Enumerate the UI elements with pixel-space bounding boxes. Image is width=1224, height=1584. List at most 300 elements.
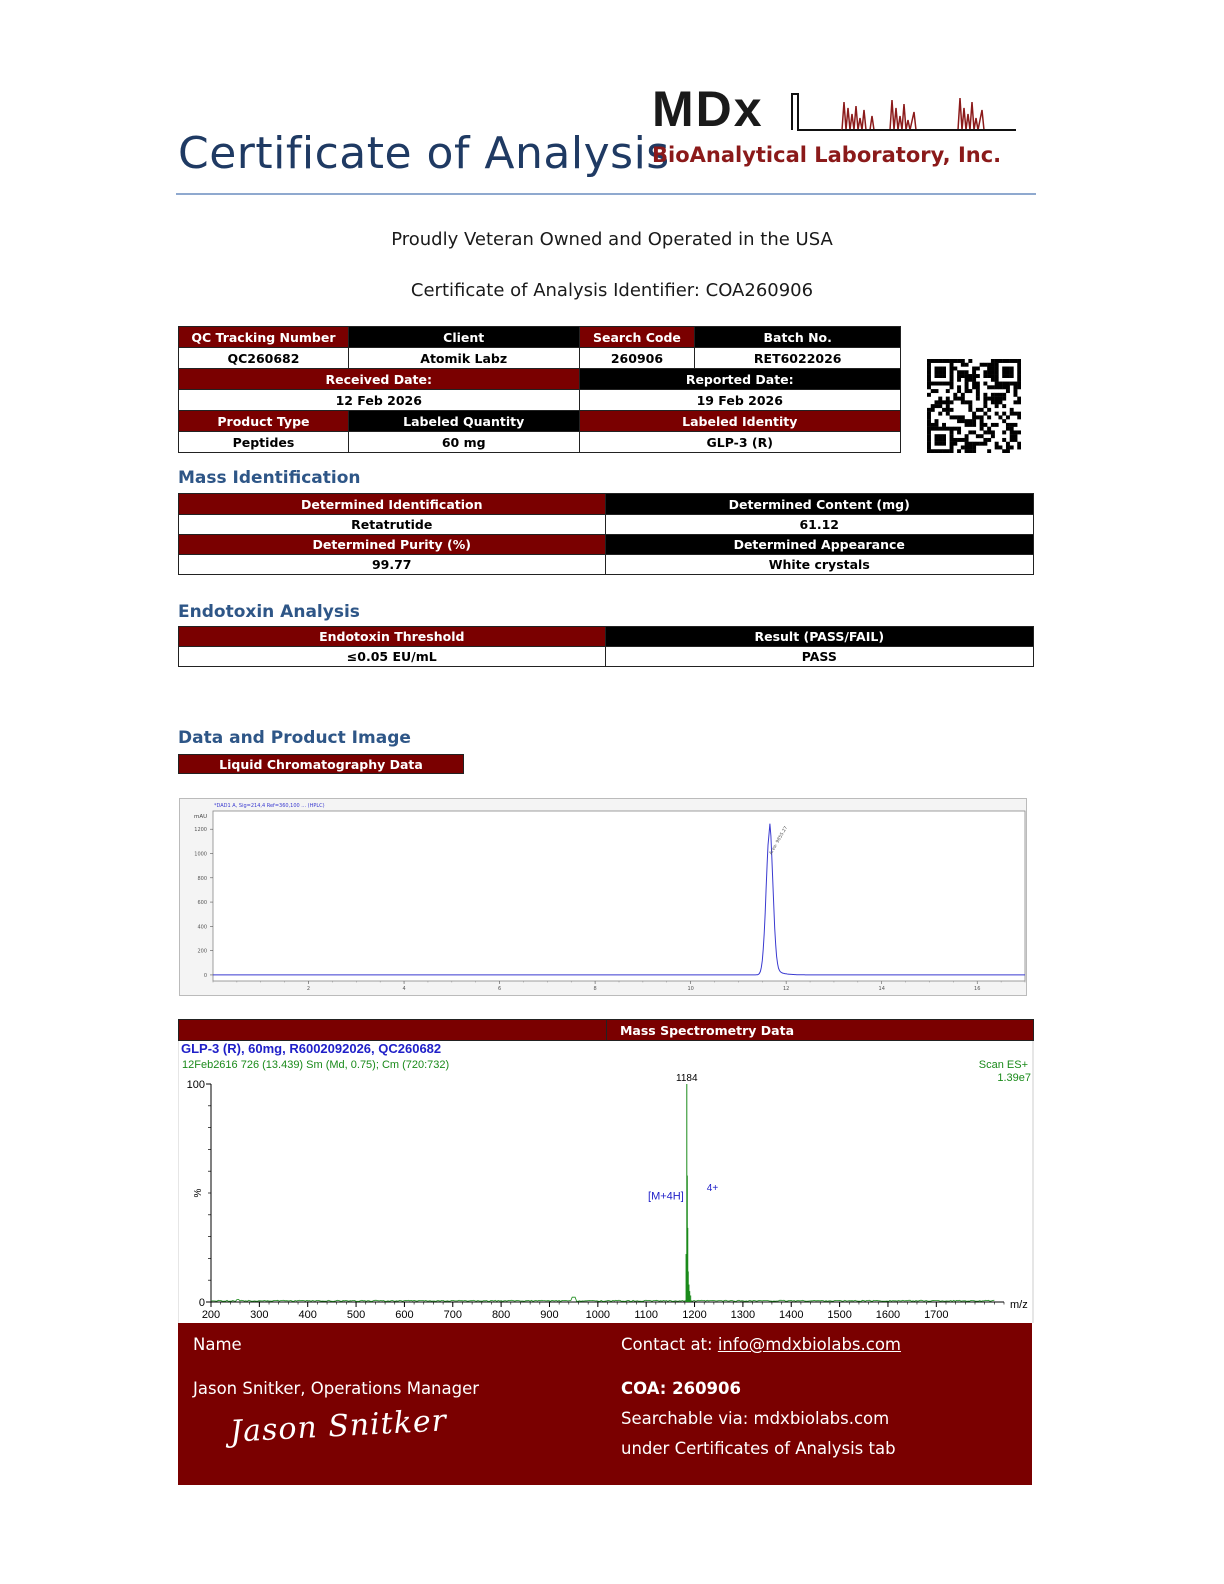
qr-module xyxy=(961,370,965,374)
qr-module xyxy=(931,449,935,453)
qr-module xyxy=(983,442,987,446)
qr-module xyxy=(950,430,954,434)
lc-data-label: Liquid Chromatography Data xyxy=(178,754,464,774)
qr-module xyxy=(927,370,931,374)
endotoxin-table xyxy=(178,626,1034,667)
qr-module xyxy=(983,374,987,378)
client-label: Client xyxy=(348,327,579,348)
qr-module xyxy=(976,415,980,419)
qr-module xyxy=(938,449,942,453)
qr-module xyxy=(1006,442,1010,446)
qr-module xyxy=(927,393,931,397)
qr-module xyxy=(931,404,935,408)
qr-module xyxy=(950,367,954,371)
qr-module xyxy=(961,445,965,449)
qr-module xyxy=(1010,427,1014,431)
ms-x-tick-label: 1300 xyxy=(730,1309,756,1321)
qr-module xyxy=(935,442,939,446)
qr-module xyxy=(1013,359,1017,363)
ms-scan-value: 1.39e7 xyxy=(997,1072,1031,1084)
qr-module xyxy=(1002,438,1006,442)
search-code-label: Search Code xyxy=(579,327,695,348)
qr-module xyxy=(972,449,976,453)
qr-module xyxy=(987,408,991,412)
qr-module xyxy=(1006,415,1010,419)
qr-module xyxy=(991,370,995,374)
qr-module xyxy=(965,389,969,393)
lc-x-tick-label: 2 xyxy=(306,986,311,992)
lc-x-tick-label: 14 xyxy=(878,986,885,992)
endotoxin-title: Endotoxin Analysis xyxy=(178,602,360,622)
coa-identifier: Certificate of Analysis Identifier: COA260906 xyxy=(410,280,814,301)
qr-module xyxy=(987,438,991,442)
lc-y-tick-label: 200 xyxy=(197,948,207,955)
qr-module xyxy=(1006,389,1010,393)
qr-module xyxy=(983,397,987,401)
endotoxin-threshold-value: ≤0.05 EU/mL xyxy=(179,647,606,667)
qr-module xyxy=(927,442,931,446)
qr-module xyxy=(927,382,931,386)
qr-module xyxy=(976,374,980,378)
qr-module xyxy=(972,412,976,416)
ms-x-tick-label: 1000 xyxy=(585,1309,611,1321)
qr-module xyxy=(965,434,969,438)
qr-module xyxy=(1013,438,1017,442)
lc-x-tick-label: 10 xyxy=(687,986,694,992)
footer-panel xyxy=(178,1323,1032,1485)
qr-module xyxy=(946,359,950,363)
qr-module xyxy=(995,412,999,416)
footer-searchable: Searchable via: mdxbiolabs.com xyxy=(621,1409,890,1428)
qr-module xyxy=(1013,430,1017,434)
qr-module xyxy=(957,385,961,389)
qr-module xyxy=(938,427,942,431)
qr-module xyxy=(946,397,950,401)
reported-date-value: 19 Feb 2026 xyxy=(579,390,901,411)
qr-module xyxy=(991,397,995,401)
qr-module xyxy=(927,434,931,438)
qr-module xyxy=(987,370,991,374)
qr-module xyxy=(995,385,999,389)
qr-module xyxy=(927,430,931,434)
qr-module xyxy=(957,449,961,453)
qr-module xyxy=(946,412,950,416)
qr-module xyxy=(995,367,999,371)
ms-x-tick-label: 300 xyxy=(250,1309,269,1321)
qr-module xyxy=(987,427,991,431)
qr-module xyxy=(1002,367,1006,371)
qr-module xyxy=(1013,434,1017,438)
qr-module xyxy=(983,363,987,367)
lc-header-text: *DAD1 A, Sig=214,4 Ref=360,100 ... (HPLC) xyxy=(214,803,325,809)
qr-module xyxy=(1010,423,1014,427)
qr-module xyxy=(961,359,965,363)
qr-module xyxy=(927,363,931,367)
labeled-identity-label: Labeled Identity xyxy=(579,411,901,432)
qr-module xyxy=(935,449,939,453)
ms-x-tick-label: 1400 xyxy=(779,1309,804,1321)
determined-appearance-label: Determined Appearance xyxy=(605,535,1034,555)
lc-y-tick-label: 400 xyxy=(197,924,207,931)
lc-x-tick-label: 16 xyxy=(974,986,981,992)
qr-module xyxy=(976,397,980,401)
ms-x-tick-label: 1600 xyxy=(875,1309,901,1321)
qr-module xyxy=(1013,389,1017,393)
qr-module xyxy=(965,423,969,427)
qr-module xyxy=(950,378,954,382)
qr-module xyxy=(968,408,972,412)
qr-module xyxy=(1017,370,1021,374)
qr-module xyxy=(957,370,961,374)
qr-module xyxy=(972,370,976,374)
qr-module xyxy=(942,438,946,442)
qr-module xyxy=(998,415,1002,419)
qr-module xyxy=(938,404,942,408)
qr-module xyxy=(965,438,969,442)
lc-y-unit: mAU xyxy=(194,814,208,820)
ms-x-tick-label: 900 xyxy=(540,1309,559,1321)
qr-module xyxy=(972,423,976,427)
qr-module xyxy=(995,370,999,374)
qr-module xyxy=(961,438,965,442)
ms-x-tick-label: 200 xyxy=(201,1309,221,1321)
lc-x-tick-label: 12 xyxy=(782,986,790,992)
qr-module xyxy=(950,449,954,453)
received-date-value: 12 Feb 2026 xyxy=(179,390,580,411)
qr-module xyxy=(942,374,946,378)
qr-module xyxy=(968,442,972,446)
qr-module xyxy=(957,419,961,423)
qr-module xyxy=(1002,404,1006,408)
determined-identification-label: Determined Identification xyxy=(179,494,606,515)
qr-module xyxy=(995,442,999,446)
qr-module xyxy=(950,445,954,449)
determined-identification-value: Retatrutide xyxy=(179,515,606,535)
qr-module xyxy=(938,374,942,378)
endotoxin-result-label: Result (PASS/FAIL) xyxy=(605,627,1033,647)
qr-module xyxy=(1002,374,1006,378)
ms-x-tick-label: 800 xyxy=(491,1309,511,1321)
qr-module xyxy=(998,359,1002,363)
batch-value: RET6022026 xyxy=(695,348,901,369)
qr-module xyxy=(953,442,957,446)
qr-module xyxy=(968,389,972,393)
qr-module xyxy=(942,449,946,453)
qr-module xyxy=(972,378,976,382)
qr-module xyxy=(991,385,995,389)
qr-module xyxy=(927,359,931,363)
qr-module xyxy=(991,434,995,438)
qr-module xyxy=(953,367,957,371)
lc-y-tick-label: 1200 xyxy=(194,827,207,834)
ms-x-tick-label: 500 xyxy=(346,1309,366,1321)
qr-module xyxy=(935,374,939,378)
ms-peak-annotation: [M+4H] xyxy=(648,1190,684,1203)
qr-module xyxy=(987,363,991,367)
qr-module xyxy=(995,393,999,397)
qr-module xyxy=(976,408,980,412)
qr-module xyxy=(980,423,984,427)
qr-module xyxy=(927,423,931,427)
qr-module xyxy=(950,385,954,389)
qr-module xyxy=(968,423,972,427)
qr-module xyxy=(998,385,1002,389)
qr-module xyxy=(1017,430,1021,434)
qr-module xyxy=(1006,359,1010,363)
qr-module xyxy=(980,442,984,446)
qr-module xyxy=(1010,370,1014,374)
qr-module xyxy=(976,434,980,438)
qr-module xyxy=(935,367,939,371)
search-code-value: 260906 xyxy=(579,348,695,369)
qr-module xyxy=(927,385,931,389)
qr-module xyxy=(980,415,984,419)
qr-module xyxy=(942,434,946,438)
qr-module xyxy=(931,359,935,363)
qr-module xyxy=(935,389,939,393)
qr-module xyxy=(1010,359,1014,363)
qr-module xyxy=(957,374,961,378)
qr-module xyxy=(938,370,942,374)
qr-module xyxy=(998,382,1002,386)
qr-module xyxy=(942,382,946,386)
qr-module xyxy=(987,415,991,419)
qr-module xyxy=(938,397,942,401)
endotoxin-threshold-label: Endotoxin Threshold xyxy=(179,627,606,647)
ms-x-tick-label: 700 xyxy=(443,1309,462,1321)
qr-module xyxy=(995,423,999,427)
footer-name-label: Name xyxy=(193,1335,242,1354)
qr-module xyxy=(935,434,939,438)
qr-module xyxy=(998,393,1002,397)
qr-module xyxy=(953,359,957,363)
qr-module xyxy=(961,397,965,401)
qr-module xyxy=(995,359,999,363)
ms-x-tick-label: 1100 xyxy=(634,1309,659,1321)
client-value: Atomik Labz xyxy=(348,348,579,369)
lc-x-tick-label: 8 xyxy=(593,986,597,992)
qr-module xyxy=(950,438,954,442)
qr-module xyxy=(976,442,980,446)
qr-module xyxy=(972,419,976,423)
qr-module xyxy=(950,400,954,404)
qr-module xyxy=(995,445,999,449)
qr-module xyxy=(938,438,942,442)
qr-module xyxy=(968,374,972,378)
qr-module xyxy=(1013,400,1017,404)
qr-module xyxy=(935,382,939,386)
qr-module xyxy=(1010,445,1014,449)
qr-module xyxy=(995,382,999,386)
qr-module xyxy=(1006,445,1010,449)
qr-module xyxy=(965,370,969,374)
qr-module xyxy=(957,378,961,382)
qr-module xyxy=(1010,367,1014,371)
received-date-label: Received Date: xyxy=(179,369,580,390)
qr-module xyxy=(991,359,995,363)
qr-module xyxy=(927,378,931,382)
qr-module xyxy=(965,449,969,453)
qr-module xyxy=(957,430,961,434)
qr-module xyxy=(968,419,972,423)
qr-module xyxy=(968,359,972,363)
qr-module xyxy=(927,415,931,419)
qr-module xyxy=(1006,367,1010,371)
qr-module xyxy=(935,419,939,423)
qr-module xyxy=(927,412,931,416)
qr-module xyxy=(1006,427,1010,431)
qr-module xyxy=(957,397,961,401)
qr-code[interactable] xyxy=(927,359,1021,453)
qr-module xyxy=(961,415,965,419)
qr-module xyxy=(972,430,976,434)
qr-module xyxy=(991,367,995,371)
qr-module xyxy=(968,404,972,408)
qr-module xyxy=(987,430,991,434)
qr-module xyxy=(987,367,991,371)
qr-module xyxy=(968,400,972,404)
qr-module xyxy=(968,378,972,382)
qr-module xyxy=(972,385,976,389)
qr-module xyxy=(1002,430,1006,434)
qr-module xyxy=(942,423,946,427)
qr-module xyxy=(953,397,957,401)
qr-module xyxy=(1010,408,1014,412)
qr-module xyxy=(1017,400,1021,404)
qr-module xyxy=(961,419,965,423)
qr-module xyxy=(976,389,980,393)
ms-x-tick-label: 400 xyxy=(298,1309,317,1321)
qr-module xyxy=(972,382,976,386)
qr-module xyxy=(968,449,972,453)
data-section-title: Data and Product Image xyxy=(178,728,411,748)
qr-module xyxy=(946,404,950,408)
qr-module xyxy=(942,400,946,404)
ms-x-tick-label: 1700 xyxy=(924,1309,949,1321)
qr-module xyxy=(942,408,946,412)
qr-module xyxy=(987,397,991,401)
qr-module xyxy=(991,363,995,367)
qr-module xyxy=(991,430,995,434)
lc-y-tick-label: 0 xyxy=(203,972,207,979)
qr-module xyxy=(935,404,939,408)
qr-module xyxy=(927,438,931,442)
qr-module xyxy=(1002,382,1006,386)
qr-module xyxy=(965,374,969,378)
qr-module xyxy=(998,445,1002,449)
qc-tracking-label: QC Tracking Number xyxy=(179,327,349,348)
qr-module xyxy=(927,419,931,423)
determined-appearance-value: White crystals xyxy=(605,555,1034,575)
logo-peaks-graphic xyxy=(790,88,1020,134)
qr-module xyxy=(1010,412,1014,416)
qr-module xyxy=(957,427,961,431)
qr-module xyxy=(976,385,980,389)
qr-module xyxy=(938,442,942,446)
qr-module xyxy=(935,370,939,374)
qr-module xyxy=(1017,374,1021,378)
qr-module xyxy=(1002,412,1006,416)
qr-module xyxy=(991,393,995,397)
qr-module xyxy=(987,374,991,378)
qr-module xyxy=(1017,442,1021,446)
qr-module xyxy=(935,400,939,404)
contact-email-link[interactable]: info@mdxbiolabs.com xyxy=(717,1335,902,1354)
footer-tab-note: under Certificates of Analysis tab xyxy=(621,1439,896,1458)
lc-y-tick-label: 600 xyxy=(197,900,207,907)
header-divider xyxy=(176,193,1036,195)
qr-module xyxy=(1010,434,1014,438)
qr-module xyxy=(1017,378,1021,382)
qr-module xyxy=(950,408,954,412)
qr-module xyxy=(1017,363,1021,367)
qr-module xyxy=(953,415,957,419)
qr-module xyxy=(957,359,961,363)
qr-module xyxy=(957,438,961,442)
qr-module xyxy=(927,408,931,412)
qr-module xyxy=(953,427,957,431)
product-type-value: Peptides xyxy=(179,432,349,453)
determined-content-value: 61.12 xyxy=(605,515,1034,535)
info-table xyxy=(178,326,901,453)
determined-content-label: Determined Content (mg) xyxy=(605,494,1034,515)
contact-label: Contact at: xyxy=(621,1335,713,1354)
qr-module xyxy=(1006,374,1010,378)
ms-y-label: % xyxy=(193,1188,204,1198)
qr-module xyxy=(950,382,954,386)
qr-module xyxy=(931,382,935,386)
qr-module xyxy=(931,423,935,427)
qr-module xyxy=(965,445,969,449)
ms-title: GLP-3 (R), 60mg, R6002092026, QC260682 xyxy=(181,1041,442,1056)
ms-peak-label: 1184 xyxy=(676,1073,698,1084)
qr-module xyxy=(942,427,946,431)
qr-module xyxy=(1013,393,1017,397)
qr-module xyxy=(927,374,931,378)
logo-mark: MDx xyxy=(652,81,764,137)
qr-module xyxy=(957,415,961,419)
page-title: Certificate of Analysis xyxy=(178,128,670,179)
qr-module xyxy=(1006,385,1010,389)
ms-x-label: m/z xyxy=(1010,1299,1028,1311)
qr-module xyxy=(1006,382,1010,386)
signature: Jason Snitker xyxy=(229,1403,448,1450)
qr-module xyxy=(983,393,987,397)
qr-module xyxy=(953,438,957,442)
qr-module xyxy=(995,400,999,404)
ms-x-tick-label: 1500 xyxy=(827,1309,852,1321)
qr-module xyxy=(1002,449,1006,453)
qr-module xyxy=(1013,423,1017,427)
qr-module xyxy=(927,367,931,371)
qr-module xyxy=(931,389,935,393)
ms-header-bar xyxy=(178,1019,1034,1041)
mass-identification-title: Mass Identification xyxy=(178,468,361,488)
qr-module xyxy=(938,434,942,438)
qr-module xyxy=(983,430,987,434)
qr-module xyxy=(983,400,987,404)
footer-coa: COA: 260906 xyxy=(621,1379,741,1398)
ms-background xyxy=(178,1041,1034,1323)
ms-y-tick-label: 0 xyxy=(198,1297,205,1309)
qr-module xyxy=(980,434,984,438)
qr-module xyxy=(938,359,942,363)
qr-module xyxy=(987,385,991,389)
qr-module xyxy=(965,400,969,404)
qr-module xyxy=(935,427,939,431)
ms-data-label: Mass Spectrometry Data xyxy=(619,1023,795,1038)
qr-module xyxy=(946,400,950,404)
